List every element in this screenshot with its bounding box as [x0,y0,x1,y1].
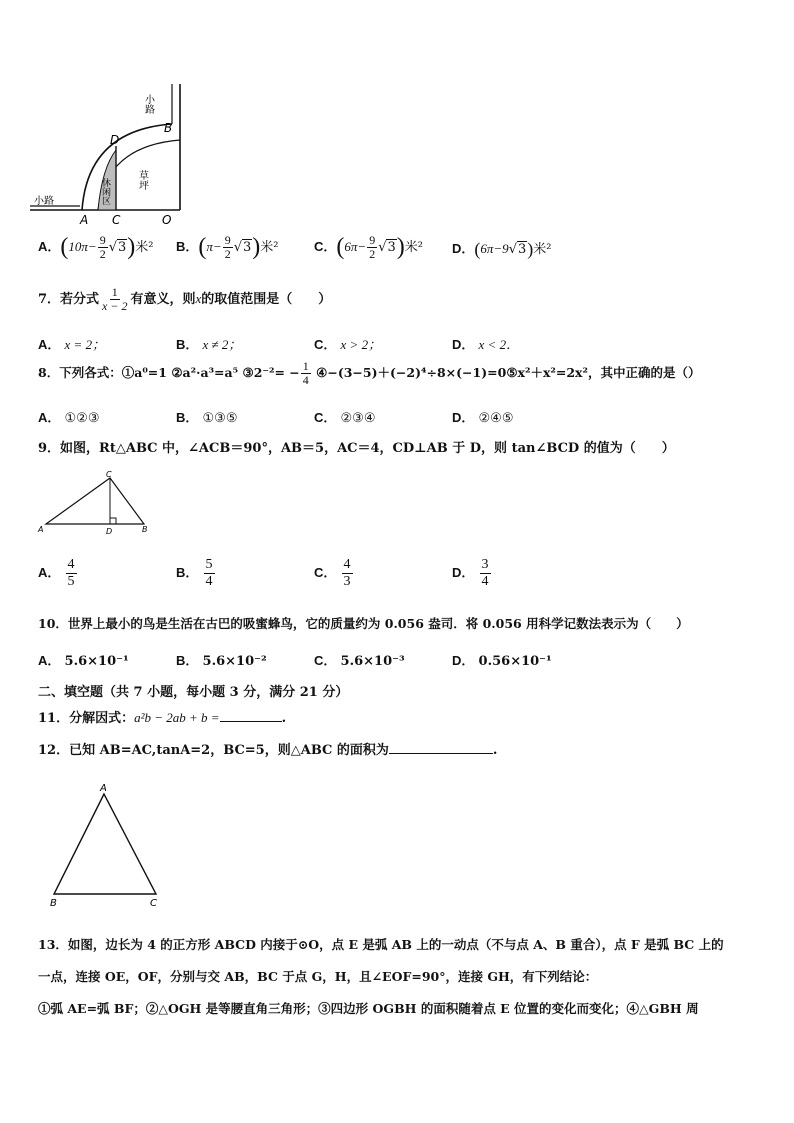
q7-suffix: 的取值范围是（ ） [201,292,332,307]
q10-c-label: C． [314,653,337,668]
q6-option-c[interactable]: C．(6π− $\frac{9}{2}$ √3)米² [314,233,423,261]
q10-a-label: A． [38,653,61,668]
q6-option-a[interactable]: A．(10π− $\frac{9}{2}$ √3)米² [38,233,154,261]
q9-option-d[interactable] [452,557,492,590]
q7-option-a[interactable] [38,334,105,353]
q6-option-d[interactable]: D．(6π−9√3)米² [452,239,552,259]
q9-option-b[interactable] [176,557,216,590]
q8-option-a[interactable] [38,407,100,426]
q8-d-text: ②④⑤ [478,411,514,426]
q11-suffix: . [281,711,287,726]
section-2-heading: 二、填空题（共 7 小题，每小题 3 分，满分 21 分） [38,685,349,700]
fig6-label-D: D [110,133,120,147]
q8-c-text: ②③④ [340,411,376,426]
fig6-label-path-left: 小路 [34,196,54,207]
fig12-label-C: C [150,898,157,909]
figure-q12-triangle [44,780,168,910]
q12-text: 12．已知 AB=AC,tanA=2，BC=5，则△ABC 的面积为 [38,743,389,758]
q6-b-rad: 3 [242,240,252,255]
q7-den: x − 2 [102,299,128,313]
fig6-label-lawn: 草坪 [136,170,148,190]
q7-b-label: B． [176,337,199,352]
q6-d-lead: 6π−9 [480,241,509,256]
q9-d-den: 4 [481,574,489,589]
q7-a-label: A． [38,337,61,352]
q9-a-label: A． [38,565,61,580]
q8-circ4: ④ [316,365,328,380]
q8-a-text: ①②③ [64,411,100,426]
q7-c-label: C． [314,337,337,352]
q8-expr3-num: 1 [302,359,309,373]
fig6-label-B: B [164,121,173,135]
q10-option-a[interactable] [38,650,129,669]
q10-option-b[interactable] [176,650,267,669]
fig9-label-D: D [106,527,113,536]
q7-c-text: x > 2； [340,337,382,352]
fig6-label-path-top: 小路 [142,94,154,114]
q6-a-unit: 米² [135,240,154,255]
q11-expr: a²b − 2ab + b = [134,710,220,725]
q7-stem [38,286,331,313]
q7-d-text: x < 2． [478,337,520,352]
q6-b-unit: 米² [260,240,279,255]
q6-a-den: 2 [99,247,106,261]
fig6-label-A: A [80,213,89,226]
q10-a-text: 5.6×10⁻¹ [64,654,129,669]
q6-a-lead: 10π− [68,239,97,254]
q11-stem [38,707,286,726]
q7-prefix: 7．若分式 [38,292,100,307]
q6-b-den: 2 [224,247,231,261]
q7-d-label: D． [452,337,475,352]
q8-c-label: C． [314,410,337,425]
q6-a-rad: 3 [117,240,127,255]
q8-b-label: B． [176,410,199,425]
q9-b-den: 4 [205,574,213,589]
fig6-label-O: O [162,213,172,226]
q8-d-label: D． [452,410,475,425]
q8-suffix: ，其中正确的是（） [587,365,701,380]
q10-d-text: 0.56×10⁻¹ [478,654,552,669]
q8-expr3-den: 4 [302,373,309,387]
q11-prefix: 11．分解因式： [38,711,135,726]
q8-expr2: a²·a³=a⁵ [182,365,239,380]
q8-expr1: a⁰=1 [134,365,167,380]
q6-d-rad: 3 [517,242,527,257]
q9-stem: 9．如图，Rt△ABC 中，∠ACB＝90°，AB＝5，AC＝4，CD⊥AB 于 D，则 tan∠BCD 的值为（ ） [38,441,675,456]
q10-b-label: B． [176,653,199,668]
q9-a-den: 5 [67,574,75,589]
q6-a-num: 9 [99,233,106,247]
q10-b-text: 5.6×10⁻² [202,654,267,669]
q9-a-num: 4 [67,557,75,572]
fig12-label-B: B [50,898,57,909]
q8-expr4: −(3−5)＋(−2)⁴÷8×(−1)=0 [327,365,507,380]
q6-a-label: A． [38,239,61,254]
q7-option-c[interactable] [314,334,381,353]
q6-c-den: 2 [369,247,376,261]
q10-option-d[interactable] [452,650,552,669]
q8-option-b[interactable] [176,407,238,426]
q9-b-label: B． [176,565,199,580]
q6-d-label: D． [452,241,475,256]
q6-c-label: C． [314,239,337,254]
figure-q6-park [30,78,190,226]
q6-option-b[interactable]: B．(π− $\frac{9}{2}$ √3)米² [176,233,279,261]
q7-var: x [195,291,202,306]
q10-option-c[interactable] [314,650,405,669]
q7-option-d[interactable] [452,334,519,353]
q6-d-unit: 米² [533,242,552,257]
q13-line-3: ①弧 AE=弧 BF；②△OGH 是等腰直角三角形；③四边形 OGBH 的面积随着点 E 位置的变化而变化；④△GBH 周 [38,1001,699,1016]
fig9-label-A: A [38,525,44,534]
q13-line-2: 一点，连接 OE，OF，分别与交 AB，BC 于点 G，H，且∠EOF=90°，连接 GH，有下列结论： [38,969,598,984]
fig12-label-A: A [100,783,107,794]
q11-answer-blank[interactable] [220,709,282,722]
q8-circ5: ⑤ [506,365,518,380]
q9-option-a[interactable] [38,557,78,590]
q8-prefix: 8．下列各式： [38,365,122,380]
q8-circ3: ③ [242,365,254,380]
fig9-label-B: B [142,525,148,534]
fig6-label-rest: 休闲区 [100,178,110,205]
q8-expr5: x²＋x²=2x² [517,365,588,380]
q6-c-num: 9 [369,233,376,247]
q8-b-text: ①③⑤ [202,411,238,426]
q8-expr3: 2⁻²= − [253,365,300,380]
figure-q9-triangle [36,468,152,538]
q8-stem [38,360,701,387]
q9-option-c[interactable] [314,557,354,590]
q7-option-b[interactable] [176,334,241,353]
q9-c-label: C． [314,565,337,580]
q6-b-num: 9 [224,233,231,247]
q9-c-num: 4 [343,557,351,572]
q6-c-rad: 3 [387,240,396,255]
q7-a-text: x = 2； [64,337,106,352]
q6-b-lead: π− [206,239,222,254]
q8-option-c[interactable] [314,407,376,426]
q8-circ2: ② [171,365,183,380]
q6-c-lead: 6π− [344,239,367,254]
q9-b-num: 5 [205,557,213,572]
q12-stem [38,739,497,758]
q9-c-den: 3 [343,574,351,589]
q13-line-1: 13．如图，边长为 4 的正方形 ABCD 内接于⊙O，点 E 是弧 AB 上的一动点（不与点 A、B 重合），点 F 是弧 BC 上的 [38,937,724,952]
fig9-label-C: C [106,470,112,479]
q6-c-unit: 米² [404,240,423,255]
q8-circ1: ① [121,365,135,380]
q9-d-num: 3 [481,557,489,572]
fig6-label-C: C [112,213,121,226]
q7-mid: 有意义，则 [130,292,196,307]
q7-b-text: x ≠ 2； [202,337,242,352]
q6-b-label: B． [176,239,199,254]
q10-d-label: D． [452,653,475,668]
q12-suffix: . [492,743,498,758]
q10-c-text: 5.6×10⁻³ [340,654,405,669]
q12-answer-blank[interactable] [389,741,493,754]
q8-a-label: A． [38,410,61,425]
q10-stem: 10．世界上最小的鸟是生活在古巴的吸蜜蜂鸟，它的质量约为 0.056 盎司．将 0.056 用科学记数法表示为（ ） [38,616,689,631]
q9-d-label: D． [452,565,475,580]
q8-option-d[interactable] [452,407,514,426]
q7-num: 1 [111,285,118,299]
